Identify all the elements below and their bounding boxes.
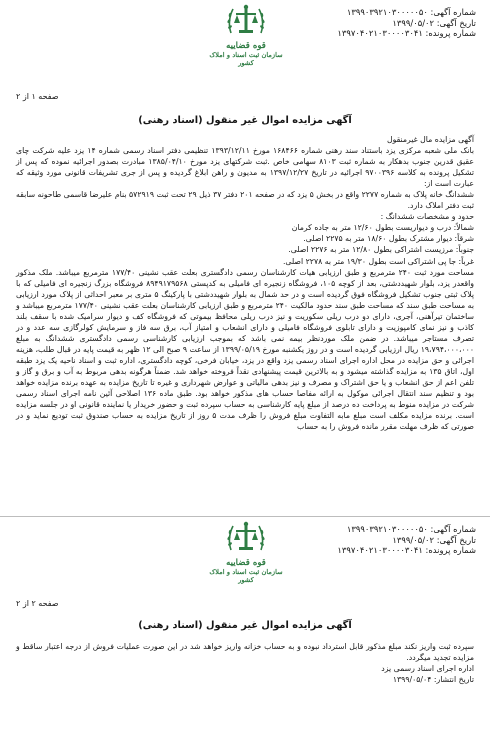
page-number: صفحه ۱ از ۲ <box>16 92 59 101</box>
notice-date: تاریخ آگهی: ۱۳۹۹/۰۵/۰۲ <box>392 534 476 545</box>
judiciary-emblem-icon <box>223 3 269 41</box>
boundary-south: جنوباً: مرزیست اشتراکی بطول ۱۲/۸۰ متر به ۲۲۷۶ اصلی. <box>288 245 474 255</box>
file-number: شماره پرونده: ۱۳۹۷۰۴۰۲۱۰۳۰۰۰۰۳۰۴۱ <box>337 28 476 39</box>
notice-number: شماره آگهی: ۱۳۹۹۰۳۹۲۱۰۳۰۰۰۰۰۵۰ <box>346 524 476 534</box>
notice-meta <box>337 7 476 39</box>
document-page-2 <box>0 516 490 729</box>
file-number: شماره پرونده: ۱۳۹۷۰۴۰۲۱۰۳۰۰۰۰۳۰۴۱ <box>337 545 476 556</box>
body-paragraph: مساحت مورد ثبت ۲۴۰ مترمربع و طبق ارزیابی هیات کارشناسان رسمی دادگستری بعلت عقب نشینی ۱۷۷/۴۰ مترمربع میباشد. ملک مذکور واقعدر یزد، بلوار شهیددشتی، بعد از کوچه ۱۰۵، فروشگاه زنجیره ای فامیلی به کدپستی ۸۹۴۹۱۷۹۵۶۸ فروشگاه بزرگ زنجیره ای فامیلی که با پلاک ثبتی جنوب تشکیل فروشگاه فوق گردیده است و در حد شمال به بلوار شهیددشتی با پارکینگ ۵ متری بر معبر احداثی از پلاک مورد ارزیابی به مساحت طبق سند که مساحت طبق سند حدود مالکیت ۲۴۰ مترمربع و طبق ارزیابی کارشناسان بعلت عقب نشینی ۱۷۷/۴۰ مترمربع میباشد و ساختمان تیرآهنی، آجری، دارای دو درب ریلی سکوریت و نیز درب ریلی محافظ بیموتی که فروشگاه کف و دیوار سرامیک شده با سقف بلند کاذب و نیز نمای کامپوزیت و دارای تابلوی فروشگاه فامیلی و دارای انشعاب و امتیاز آب، برق سه فاز و سرمایش کولرگازی سه عدد و در تصرف مستاجر میباشد. در ضمن ملک موردنظر بیمه نمی باشد که بموجب ارزیابی کارشناسی رسمی دادگستری ششدانگ به مبلغ ۱۹،۷۹۴،۰۰۰،۰۰۰ ریال ارزیابی گردیده است و در روز یکشنبه مورخ ۱۳۹۹/۰۵/۱۹ از ساعت ۹ صبح الی ۱۲ ظهر به قیمت پایه در قبال طلب، هزینه اجرائی و حق مزایده در محل اداره اجرای اسناد رسمی یزد واقع در یزد، خیابان فرخی، کوچه دادگستری، اداره ثبت و اسناد ناحیه یک یزد طبقه اول، اتاق ۱۳۵ به مزایده گذاشته میشود و به بالاترین قیمت پیشنهادی نقداً فروخته خواهد شد. ضمناً هرگونه بدهی مربوط به آب و برق و گاز و تلفن اعم از حق انشعاب و یا حق اشتراک و مصرف و نیز بدهی مالیاتی و عوارض شهرداری و غیره تا تاریخ مزایده به عهده برنده مزایده خواهد بود و تنظیم سند انتقال اجرائی موکول به ارائه مفاصا حساب های مذکور خواهد بود. طبق ماده ۱۳۶ اصلاحی آئین نامه اجرای اسناد رسمی شرکت در مزایده منوط به پرداخت ده درصد از مبلغ پایه کارشناسی به حساب سپرده ثبت و حضور خریدار یا نماینده قانونی او در جلسه مزایده است. برنده مزایده مکلف است مبلغ مابه التفاوت مبلغ فروش را ظرف مدت ۵ روز از تاریخ مزایده به حساب صندوق ثبت تودیع نماید و در صورتی که ظرف مهلت مقرر مانده فروش را به حساب <box>16 267 475 432</box>
notice-date: تاریخ آگهی: ۱۳۹۹/۰۵/۰۲ <box>392 17 476 28</box>
judiciary-emblem <box>204 3 288 67</box>
body-paragraph: ششدانگ خانه پلاک به شماره ۲۲۷۷ واقع در بخش ۵ یزد که در صفحه ۲۰۱ دفتر ۳۷ ذیل ۲۹ تحت ثبت ۵۷۲۹۱۹ بنام علیرضا قاسمی طاحونه سابقه ثبت دفتر املاک دارد. <box>16 190 474 211</box>
publication-date: تاریخ انتشار: ۱۳۹۹/۰۵/۰۴ <box>392 675 474 685</box>
boundary-west: غرباً: جا پی اشتراکی است بطول ۱۹/۳۰ متر به ۲۲۷۸ اصلی. <box>282 256 474 266</box>
judiciary-emblem-icon <box>223 520 269 558</box>
page-divider <box>0 516 490 517</box>
emblem-title: قوه قضاییه <box>226 41 266 51</box>
emblem-subtitle: سازمان ثبت اسناد و املاک کشور <box>209 568 283 584</box>
body-paragraph: حدود و مشخصات ششدانگ : <box>380 212 474 222</box>
judiciary-emblem <box>204 520 288 584</box>
notice-number: شماره آگهی: ۱۳۹۹۰۳۹۲۱۰۳۰۰۰۰۰۵۰ <box>346 7 476 17</box>
notice-meta <box>337 524 476 556</box>
notice-body <box>16 641 474 685</box>
boundary-north: شمالاً: درب و دیواریست بطول ۱۲/۶۰ متر به جاده کرمان <box>291 223 474 233</box>
notice-body <box>16 134 474 432</box>
body-paragraph: آگهی مزایده مال غیرمنقول <box>387 135 474 144</box>
body-paragraph: بانک ملی شعبه مرکزی یزد باستناد سند رهنی شماره ۱۶۸۴۶۶ مورخ ۱۳۹۳/۱۲/۱۱ تنظیمی دفتر اسناد رسمی شماره ۱۴ یزد علیه شرکت چای عقیق قدرین جنوب بدهکار به شماره ثبت ۸۱۰۳ سهامی خاص .ثبت شرکتهای یزد مورخ ۱۳۸۵/۰۴/۱۰ مبادرت بصدور اجرائیه نموده که پس از تشکیل پرونده به کلاسه ۹۷۰۰۳۹۶ اجرائیه در تاریخ ۱۳۹۷/۱۲/۲۷ به مدیون و راهن ابلاغ گردیده و پس از جری تشریفات قانونی مورد وثیقه که عبارت است از: <box>16 146 474 189</box>
issuing-office: اداره اجرای اسناد رسمی یزد <box>381 664 474 674</box>
notice-heading: آگهی مزایده اموال غیر منقول (اسناد رهنی) <box>138 115 352 126</box>
boundary-east: شرقاً: دیوار مشترک بطول ۱۸/۶۰ متر به ۲۲۷۵ اصلی. <box>303 234 474 244</box>
notice-heading: آگهی مزایده اموال غیر منقول (اسناد رهنی) <box>138 620 352 631</box>
emblem-subtitle: سازمان ثبت اسناد و املاک کشور <box>209 51 283 67</box>
emblem-title: قوه قضاییه <box>226 558 266 568</box>
body-paragraph: سپرده ثبت واریز نکند مبلغ مذکور قابل استرداد نبوده و به حساب خزانه واریز خواهد شد در این صورت عملیات فروش از درجه اعتبار ساقط و مزایده تجدید میگردد. <box>16 642 474 663</box>
page-number: صفحه ۲ از ۲ <box>16 599 59 608</box>
